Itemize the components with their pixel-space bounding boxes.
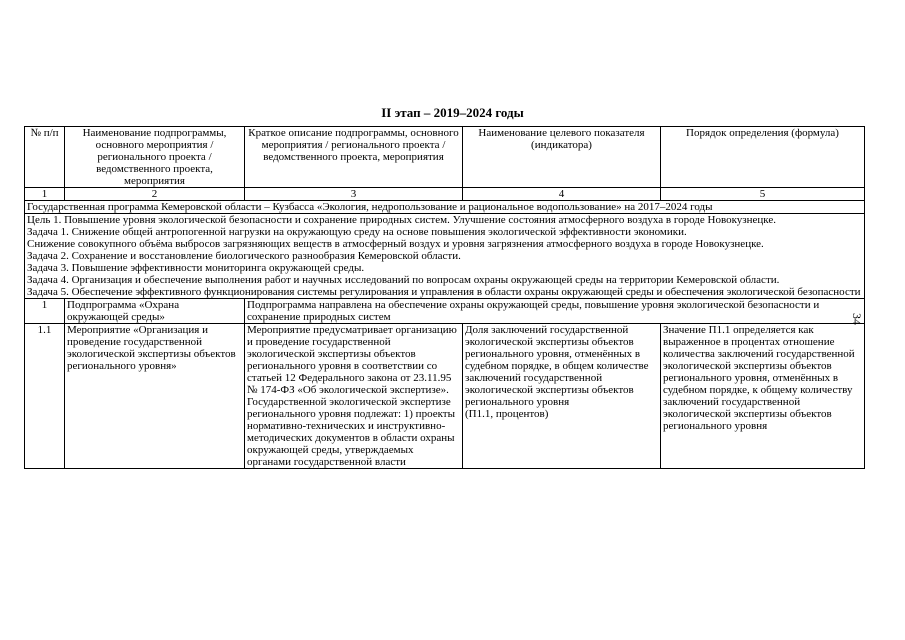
column-numbers-row <box>25 188 865 201</box>
table-row <box>25 299 865 324</box>
table-row <box>25 324 865 469</box>
task-text: Задача 4. Организация и обеспечение выполнения работ и научных исследований по вопросам охраны окружающей среды на территории Кемеровской области. <box>27 274 780 286</box>
page-number: 34 <box>850 313 864 325</box>
table-header-row <box>25 127 865 188</box>
header-indicator: Наименование целевого показателя (индикатора) <box>463 127 661 188</box>
header-formula: Порядок определения (формула) <box>661 127 865 188</box>
row-name: Мероприятие «Организация и проведение государственной экологической экспертизы объектов регионального уровня» <box>65 324 245 469</box>
column-number: 1 <box>25 188 65 201</box>
task-text: Задача 1. Снижение общей антропогенной нагрузки на окружающую среду на основе повышения экологической эффективности экономики. <box>27 226 687 238</box>
goals-row <box>25 214 865 299</box>
goal-text: Цель 1. Повышение уровня экологической безопасности и сохранение природных систем. Улучшение состояния атмосферного воздуха в городе Новокузнецке. <box>27 214 776 226</box>
task-text: Снижение совокупного объёма выбросов загрязняющих веществ в атмосферный воздух и уровня загрязнения атмосферного воздуха в городе Новокузнецке. <box>27 238 764 250</box>
header-num: № п/п <box>25 127 65 188</box>
indicator-text: Доля заключений государственной экологической экспертизы объектов регионального уровня, отменённых в судебном порядке, в общем количестве заключений государственной экологической экспертизы объектов регионального уровня <box>465 324 649 408</box>
indicators-table <box>24 126 865 469</box>
header-name: Наименование подпрограммы, основного мероприятия / регионального проекта / ведомственного проекта, мероприятия <box>65 127 245 188</box>
row-num: 1 <box>25 299 65 324</box>
program-title: Государственная программа Кемеровской области – Кузбасса «Экология, недропользование и рациональное водопользование» на 2017–2024 годы <box>25 201 865 214</box>
row-description: Подпрограмма направлена на обеспечение охраны окружающей среды, повышение уровня экологической безопасности и сохранение природных систем <box>245 299 865 324</box>
row-formula: Значение П1.1 определяется как выраженное в процентах отношение количества заключений государственной экологической экспертизы объектов регионального уровня, отменённых в судебном порядке, к общему количеству заключений государственной экологической экспертизы объектов регионального уровня <box>661 324 865 469</box>
program-row <box>25 201 865 214</box>
column-number: 2 <box>65 188 245 201</box>
task-text: Задача 2. Сохранение и восстановление биологического разнообразия Кемеровской области. <box>27 250 461 262</box>
column-number: 5 <box>661 188 865 201</box>
stage-title: II этап – 2019–2024 годы <box>381 105 524 120</box>
task-text: Задача 5. Обеспечение эффективного функционирования системы регулирования и управления в области охраны окружающей среды и обеспечения экологической безопасности <box>27 286 861 298</box>
row-name: Подпрограмма «Охрана окружающей среды» <box>65 299 245 324</box>
goals-cell <box>25 214 865 299</box>
header-description: Краткое описание подпрограммы, основного мероприятия / регионального проекта / ведомственного проекта, мероприятия <box>245 127 463 188</box>
row-description: Мероприятие предусматривает организацию и проведение государственной экологической экспертизы объектов регионального уровня в соответствии со статьей 12 Федерального закона от 23.11.95 № 174-ФЗ «Об экологической экспертизе». Государственной экологической экспертизе регионального уровня подлежат: 1) проекты нормативно-технических и инструктивно-методических документов в области охраны окружающей среды, утверждаемых органами государственной власти <box>245 324 463 469</box>
task-text: Задача 3. Повышение эффективности мониторинга окружающей среды. <box>27 262 365 274</box>
row-indicator <box>463 324 661 469</box>
column-number: 4 <box>463 188 661 201</box>
indicator-unit: (П1.1, процентов) <box>465 408 549 420</box>
row-num: 1.1 <box>25 324 65 469</box>
column-number: 3 <box>245 188 463 201</box>
